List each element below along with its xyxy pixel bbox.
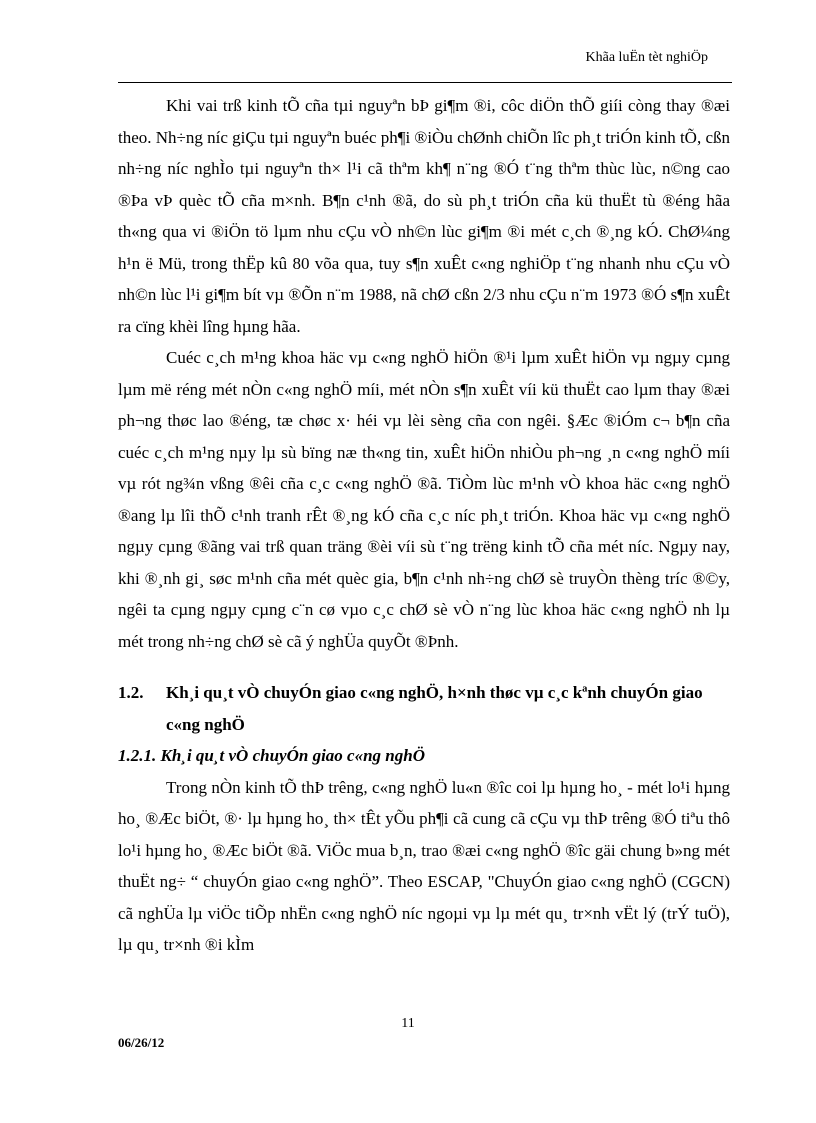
paragraph-2: Cuéc c¸ch m¹ng khoa häc vµ c«ng nghÖ hiÖn ®¹i lµm xuÊt hiÖn vµ ngµy cµng lµm më réng mét nÒn c«ng nghÖ míi, mét nÒn s¶n xuÊt víi kü thuËt cao lµm thay ®æi ph¬ng thøc lao ®éng, tæ chøc x· héi vµ lèi sèng cña con ngêi. §Æc ®iÓm c¬ b¶n cña cuéc c¸ch m¹ng nµy lµ sù bïng næ th«ng tin, xuÊt hiÖn nhiÒu ph¬ng ¸n c«ng nghÖ míi vµ rót ng¾n vßng ®êi cña c¸c c«ng nghÖ ®ã. TiÒm lùc m¹nh vÒ khoa häc c«ng nghÖ ®ang lµ lîi thÕ c¹nh tranh rÊt ®¸ng kÓ cña c¸c níc ph¸t triÓn. Khoa häc vµ c«ng nghÖ ngµy cµng ®ãng vai trß quan träng ®èi víi sù t¨ng trëng kinh tÕ cña mét níc. Ngµy nay, khi ®¸nh gi¸ søc m¹nh cña mét quèc gia, b¶n c¹nh nh÷ng chØ sè truyÒn thèng tríc ®©y, ngêi ta cµng ngµy cµng c¨n cø vµo c¸c chØ sè vÒ n¨ng lùc khoa häc c«ng nghÖ nh lµ mét trong nh÷ng chØ sè cã ý nghÜa quyÕt ®Þnh. bbox=[118, 348, 730, 651]
paragraph-3: Trong nÒn kinh tÕ thÞ trêng, c«ng nghÖ lu«n ®îc coi lµ hµng ho¸ - mét lo¹i hµng ho¸ ®Æc biÖt, ®· lµ hµng ho¸ th× tÊt yÕu ph¶i cã cung cã cÇu vµ thÞ trêng ®Ó tiªu thô lo¹i hµng ho¸ ®Æc biÖt ®ã. ViÖc mua b¸n, trao ®æi c«ng nghÖ ®îc gäi chung b»ng mét thuËt ng÷ “ chuyÓn giao c«ng nghÖ”. Theo ESCAP, "ChuyÓn giao c«ng nghÖ (CGCN) cã nghÜa lµ viÖc tiÕp nhËn c«ng nghÖ níc ngoµi vµ lµ mét qu¸ tr×nh vËt lý (trÝ tuÖ), lµ qu¸ tr×nh ®i kÌm bbox=[118, 777, 730, 954]
subsection-heading: 1.2.1. Kh¸i qu¸t vÒ chuyÓn giao c«ng nghÖ bbox=[118, 746, 425, 765]
section-number: 1.2. bbox=[118, 683, 144, 702]
header-title: Khãa luËn tèt nghiÖp bbox=[585, 50, 708, 65]
footer-date: 06/26/12 bbox=[118, 1035, 165, 1050]
section-title: Kh¸i qu¸t vÒ chuyÓn giao c«ng nghÖ, h×nh thøc vµ c¸c kªnh chuyÓn giao c«ng nghÖ bbox=[166, 683, 703, 734]
section-heading bbox=[118, 677, 730, 740]
page-header bbox=[118, 50, 732, 83]
page-number: 11 bbox=[401, 1016, 415, 1031]
document-body bbox=[118, 90, 730, 961]
paragraph-1: Khi vai trß kinh tÕ cña tµi nguyªn bÞ gi¶m ®i, côc diÖn thÕ giíi còng thay ®æi theo. Nh÷ng níc giÇu tµi nguyªn buéc ph¶i ®iÒu chØnh chiÕn lîc ph¸t triÓn kinh tÕ, cßn nh÷ng níc nghÌo tµi nguyªn th× l¹i cã thªm kh¶ n¨ng ®Ó t¨ng thªm thùc lùc, n©ng cao ®Þa vÞ quèc tÕ cña m×nh. B¶n c¹nh ®ã, do sù ph¸t triÓn cña kü thuËt tù ®éng hãa th«ng qua vi ®iÖn tö lµm nhu cÇu vÒ nh©n lùc gi¶m ®i mét c¸ch ®¸ng kÓ. ChØ¼ng h¹n ë Mü, trong thËp kû 80 võa qua, tuy s¶n xuÊt c«ng nghiÖp t¨ng nhanh nhu cÇu vÒ nh©n lùc l¹i gi¶m bít vµ ®Õn n¨m 1988, nã chØ cßn 2/3 nhu cÇu n¨m 1973 ®Ó s¶n xuÊt ra cïng khèi lîng hµng hãa. bbox=[118, 96, 730, 336]
